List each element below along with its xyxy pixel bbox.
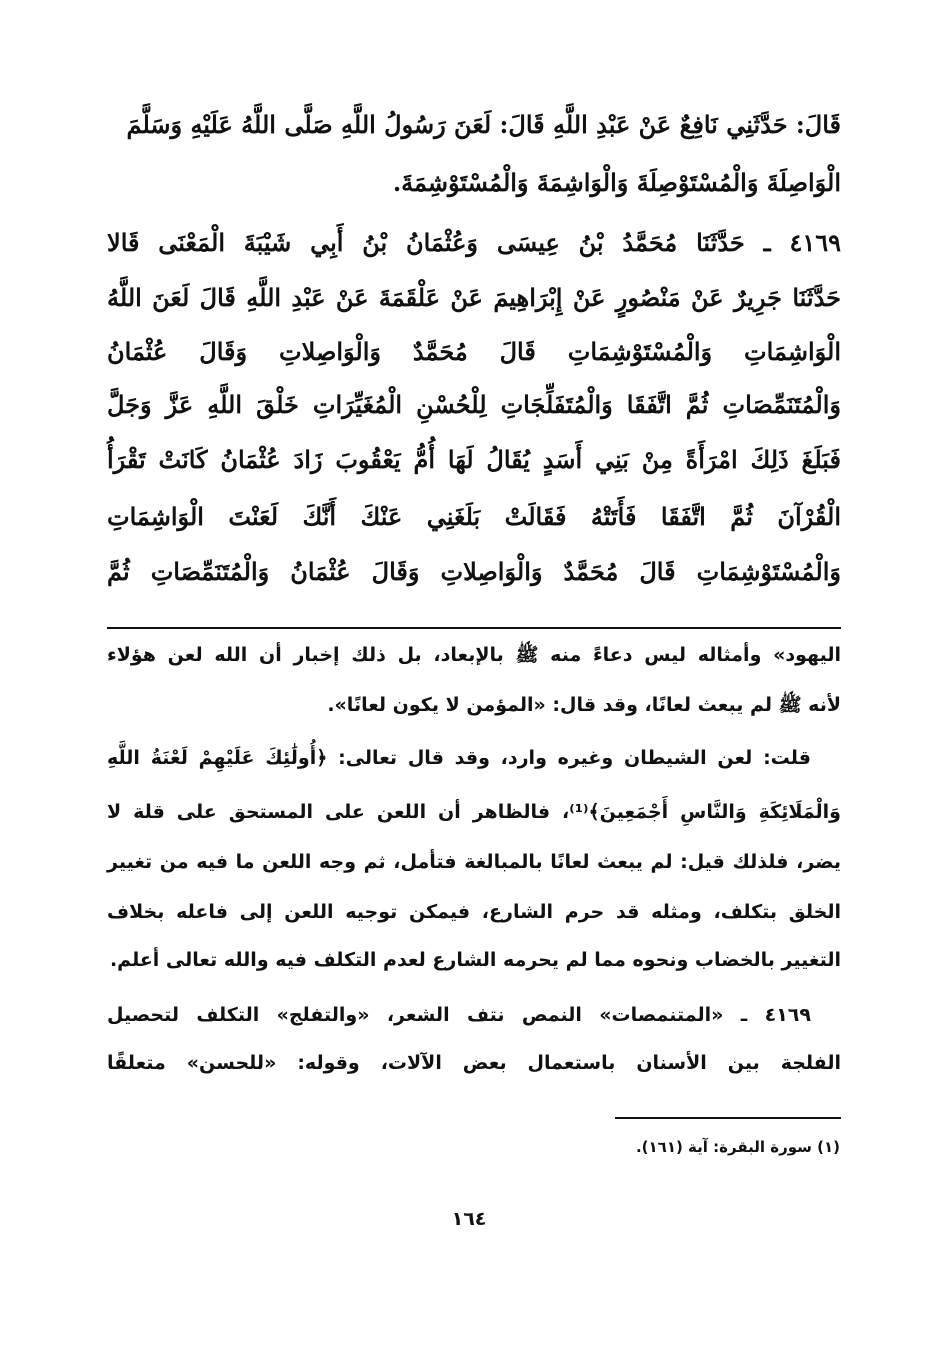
hadith-line: وَالْمُسْتَوْشِمَاتِ قَالَ مُحَمَّدٌ وَالْوَاصِلاتِ وَقَالَ عُثْمَانُ وَالْمُتَنَمِّصَاتِ ثُمَّ	[107, 557, 841, 586]
footnote-divider	[615, 1117, 841, 1119]
page-number: ١٦٤	[451, 1208, 487, 1230]
hadith-line: حَدَّثَنَا جَرِيرٌ عَنْ مَنْصُورٍ عَنْ إِبْرَاهِيمَ عَنْ عَلْقَمَةَ عَنْ عَبْدِ اللَّهِ قَالَ لَعَنَ اللَّهُ	[107, 283, 841, 312]
hadith-line: الْقُرْآنَ ثُمَّ اتَّفَقَا فَأَتَتْهُ فَقَالَتْ بَلَغَنِي عَنْكَ أَنَّكَ لَعَنْتَ الْوَاشِمَاتِ	[107, 502, 841, 531]
commentary-line: لأنه ﷺ لم يبعث لعانًا، وقد قال: «المؤمن لا يكون لعانًا».	[327, 694, 841, 716]
commentary-line: يضر، فلذلك قيل: لم يبعث لعانًا بالمبالغة فتأمل، ثم وجه اللعن ما فيه من تغيير	[107, 851, 841, 873]
commentary-line: قلت: لعن الشيطان وغيره وارد، وقد قال تعالى: ﴿أُولَٰئِكَ عَلَيْهِمْ لَعْنَةُ اللَّهِ	[107, 747, 811, 769]
commentary-line: اليهود» وأمثاله ليس دعاءً منه ﷺ بالإبعاد، بل ذلك إخبار أن الله لعن هؤلاء	[107, 644, 841, 666]
commentary-line: وَالْمَلَائِكَةِ وَالنَّاسِ أَجْمَعِينَ﴾⁽¹⁾، فالظاهر أن اللعن على المستحق على قلة لا	[107, 801, 841, 823]
commentary-line: الخلق بتكلف، ومثله قد حرم الشارع، فيمكن توجيه اللعن إلى فاعله بخلاف	[107, 901, 841, 923]
commentary-line: الفلجة بين الأسنان باستعمال بعض الآلات، وقوله: «للحسن» متعلقًا	[107, 1052, 841, 1074]
section-divider	[107, 627, 841, 629]
hadith-line: وَالْمُتَنَمِّصَاتِ ثُمَّ اتَّفَقَا وَالْمُتَفَلِّجَاتِ لِلْحُسْنِ الْمُغَيِّرَاتِ خَلْقَ اللَّهِ عَزَّ وَجَلَّ	[107, 390, 841, 419]
hadith-line: الْوَاصِلَةَ وَالْمُسْتَوْصِلَةَ وَالْوَاشِمَةَ وَالْمُسْتَوْشِمَةَ.	[392, 168, 841, 197]
footnote: (١) سورة البقرة: آية (١٦١).	[635, 1138, 840, 1156]
hadith-line: ٤١٦٩ ـ حَدَّثَنَا مُحَمَّدُ بْنُ عِيسَى وَعُثْمَانُ بْنُ أَبِي شَيْبَةَ الْمَعْنَى قَالا	[107, 228, 842, 257]
commentary-line: ٤١٦٩ ـ «المتنمصات» النمص نتف الشعر، «والتفلج» التكلف لتحصيل	[107, 1004, 811, 1026]
commentary-line: التغيير بالخضاب ونحوه مما لم يحرمه الشارع لعدم التكلف فيه والله تعالى أعلم.	[109, 949, 841, 971]
hadith-line: فَبَلَغَ ذَلِكَ امْرَأَةً مِنْ بَنِي أَسَدٍ يُقَالُ لَهَا أُمُّ يَعْقُوبَ زَادَ عُثْمَانُ كَانَتْ تَقْرَأُ	[107, 445, 841, 474]
hadith-line: الْوَاشِمَاتِ وَالْمُسْتَوْشِمَاتِ قَالَ مُحَمَّدٌ وَالْوَاصِلاتِ وَقَالَ عُثْمَانُ	[107, 337, 841, 366]
hadith-line: قَالَ: حَدَّثَنِي نَافِعٌ عَنْ عَبْدِ اللَّهِ قَالَ: لَعَنَ رَسُولُ اللَّهِ صَلَّى اللَّهُ عَلَيْهِ وَسَلَّمَ	[126, 110, 841, 139]
